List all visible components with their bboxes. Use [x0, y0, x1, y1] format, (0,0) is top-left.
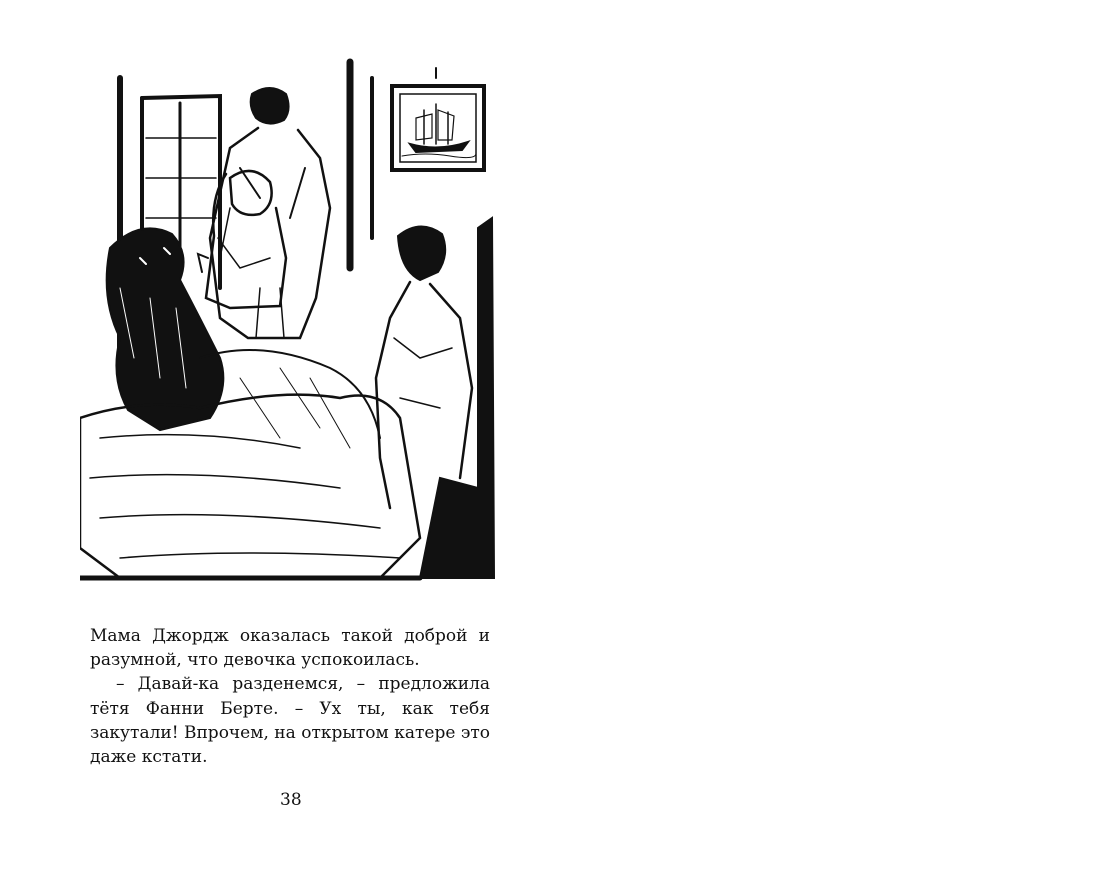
george — [376, 226, 472, 508]
paragraph: – Давай-ка разденемся, – предложила тётя Фанни Берте. – Ух ты, как тебя закутали! Впрочем, на открытом катере это даже кстати. — [90, 674, 490, 768]
ship-picture — [392, 68, 484, 170]
page-number: 38 — [280, 790, 302, 810]
right-page — [550, 0, 1100, 873]
bedroom-illustration — [80, 58, 500, 588]
paragraph: Мама Джордж оказалась такой доброй и разумной, что девочка успокоилась. — [90, 626, 490, 671]
dog — [107, 228, 224, 430]
left-page-text — [90, 624, 490, 769]
standing-woman — [210, 88, 330, 338]
